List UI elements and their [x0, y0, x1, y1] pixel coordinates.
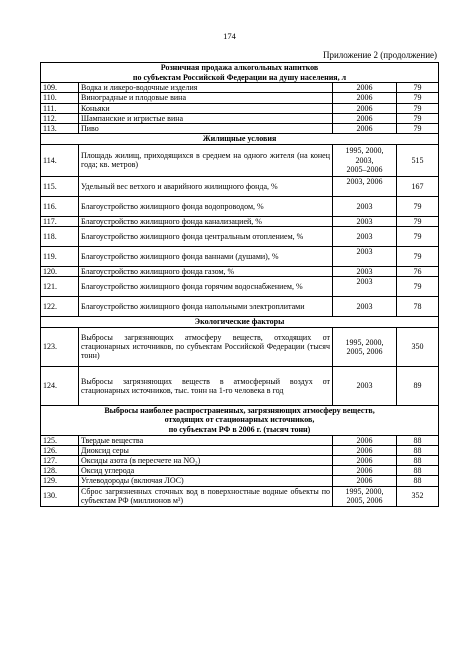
indicator-value: 79	[397, 247, 439, 267]
section-title-line: отходящих от стационарных источников,	[164, 415, 315, 425]
indicator-name: Диоксид серы	[79, 445, 333, 455]
indicator-value: 350	[397, 327, 439, 366]
section-title-line: Розничная продажа алкогольных напитков	[160, 63, 319, 72]
indicator-years: 2003	[333, 196, 397, 216]
section-header-emissions	[41, 405, 439, 435]
indicator-value: 167	[397, 176, 439, 196]
indicator-value: 79	[397, 93, 439, 103]
table-row	[41, 455, 439, 465]
indicator-years: 2006	[333, 113, 397, 123]
indicator-name: Оксиды азота (в пересчете на NO₂)	[79, 455, 333, 465]
indicator-name: Водка и ликеро-водочные изделия	[79, 83, 333, 93]
indicator-years: 2003	[333, 297, 397, 317]
row-number: 129.	[41, 476, 79, 486]
indicator-value: 79	[397, 103, 439, 113]
row-number: 118.	[41, 227, 79, 247]
table-row	[41, 267, 439, 277]
indicator-value: 515	[397, 144, 439, 176]
indicator-name: Благоустройство жилищного фонда горячим водоснабжением, %	[79, 277, 333, 297]
table-row	[41, 124, 439, 134]
indicator-years	[333, 486, 397, 506]
row-number: 117.	[41, 216, 79, 226]
row-number: 110.	[41, 93, 79, 103]
year-line: 1995, 2000,	[345, 146, 384, 156]
indicator-name: Сброс загрязненных сточных вод в поверхностные водные объекты по субъектам РФ (миллионов м³)	[79, 486, 333, 506]
table-row	[41, 216, 439, 226]
indicator-years: 2006	[333, 103, 397, 113]
indicator-years: 2003	[333, 366, 397, 405]
indicator-value: 88	[397, 445, 439, 455]
section-title	[41, 405, 439, 435]
row-number: 122.	[41, 297, 79, 317]
indicator-years	[333, 144, 397, 176]
indicator-years: 2003	[333, 267, 397, 277]
indicator-years: 2006	[333, 445, 397, 455]
section-header-ecology	[41, 317, 439, 328]
table-row	[41, 103, 439, 113]
table-row	[41, 196, 439, 216]
row-number: 123.	[41, 327, 79, 366]
table-row	[41, 227, 439, 247]
year-line: 1995, 2000,	[345, 486, 384, 496]
section-title-line: по субъектам Российской Федерации на душу населения, л	[132, 72, 347, 82]
section-title-line: Выбросы наиболее распространенных, загрязняющих атмосферу веществ,	[104, 405, 375, 415]
row-number: 111.	[41, 103, 79, 113]
indicator-value: 79	[397, 227, 439, 247]
indicator-years: 2003	[333, 277, 397, 297]
page-number: 174	[223, 31, 236, 41]
indicator-name: Пиво	[79, 124, 333, 134]
table-row	[41, 466, 439, 476]
indicator-value: 89	[397, 366, 439, 405]
indicator-name: Благоустройство жилищного фонда газом, %	[79, 267, 333, 277]
table-row	[41, 476, 439, 486]
indicator-value: 79	[397, 113, 439, 123]
indicator-value: 79	[397, 277, 439, 297]
indicator-value: 88	[397, 466, 439, 476]
table-row	[41, 445, 439, 455]
table-row	[41, 176, 439, 196]
indicator-value: 78	[397, 297, 439, 317]
indicator-years: 2006	[333, 455, 397, 465]
table-row	[41, 113, 439, 123]
row-number: 112.	[41, 113, 79, 123]
indicator-years: 2003, 2006	[333, 176, 397, 196]
indicator-value: 88	[397, 435, 439, 445]
indicator-years: 2006	[333, 93, 397, 103]
row-number: 116.	[41, 196, 79, 216]
indicator-years: 2006	[333, 435, 397, 445]
row-number: 115.	[41, 176, 79, 196]
indicator-name: Благоустройство жилищного фонда канализацией, %	[79, 216, 333, 226]
row-number: 126.	[41, 445, 79, 455]
year-line: 2005, 2006	[346, 496, 383, 506]
row-number: 127.	[41, 455, 79, 465]
indicator-years: 2006	[333, 466, 397, 476]
section-title	[41, 63, 439, 83]
table-row	[41, 277, 439, 297]
row-number: 125.	[41, 435, 79, 445]
table-row	[41, 435, 439, 445]
row-number: 124.	[41, 366, 79, 405]
indicator-years: 2006	[333, 83, 397, 93]
indicator-name: Удельный вес ветхого и аварийного жилищного фонда, %	[79, 176, 333, 196]
indicator-name: Выбросы загрязняющих атмосферу веществ, отходящих от стационарных источников, по субъектам Российской Федерации (тысяч тонн)	[79, 327, 333, 366]
indicator-value: 79	[397, 83, 439, 93]
row-number: 121.	[41, 277, 79, 297]
indicator-years	[333, 327, 397, 366]
indicator-years: 2003	[333, 247, 397, 267]
indicator-value: 88	[397, 455, 439, 465]
indicator-name: Площадь жилищ, приходящихся в среднем на одного жителя (на конец года; кв. метров)	[79, 144, 333, 176]
indicator-value: 79	[397, 196, 439, 216]
indicator-value: 88	[397, 476, 439, 486]
table-row	[41, 486, 439, 506]
indicator-name: Шампанские и игристые вина	[79, 113, 333, 123]
indicator-name: Оксид углерода	[79, 466, 333, 476]
indicator-years: 2006	[333, 476, 397, 486]
table-row	[41, 93, 439, 103]
row-number: 119.	[41, 247, 79, 267]
indicator-name: Благоустройство жилищного фонда ваннами (душами), %	[79, 247, 333, 267]
table-row	[41, 83, 439, 93]
section-header-housing	[41, 134, 439, 145]
row-number: 128.	[41, 466, 79, 476]
year-line: 2005–2006	[346, 164, 383, 174]
indicator-name: Выбросы загрязняющих веществ в атмосферный воздух от стационарных источников, тыс. тонн на 1-го человека в год	[79, 366, 333, 405]
section-title: Экологические факторы	[41, 317, 439, 328]
table-row	[41, 366, 439, 405]
indicators-table	[40, 62, 439, 507]
indicator-value: 79	[397, 216, 439, 226]
section-header-alcohol	[41, 63, 439, 83]
indicator-value: 79	[397, 124, 439, 134]
indicator-name: Углеводороды (включая ЛОС)	[79, 476, 333, 486]
row-number: 120.	[41, 267, 79, 277]
table-row	[41, 297, 439, 317]
year-line: 2005, 2006	[346, 346, 383, 356]
section-title-line: по субъектам РФ в 2006 г. (тысяч тонн)	[168, 424, 311, 434]
table-row	[41, 144, 439, 176]
indicator-name: Виноградные и плодовые вина	[79, 93, 333, 103]
indicator-years: 2003	[333, 216, 397, 226]
year-line: 1995, 2000,	[345, 337, 384, 347]
year-line: 2003,	[355, 155, 374, 165]
row-number: 113.	[41, 124, 79, 134]
indicator-name: Благоустройство жилищного фонда напольными электроплитами	[79, 297, 333, 317]
indicator-name: Коньяки	[79, 103, 333, 113]
indicator-name: Твердые вещества	[79, 435, 333, 445]
indicator-value: 352	[397, 486, 439, 506]
table-row	[41, 327, 439, 366]
indicator-name: Благоустройство жилищного фонда центральным отоплением, %	[79, 227, 333, 247]
row-number: 114.	[41, 144, 79, 176]
section-title: Жилищные условия	[41, 134, 439, 145]
row-number: 130.	[41, 486, 79, 506]
table-row	[41, 247, 439, 267]
row-number: 109.	[41, 83, 79, 93]
indicator-value: 76	[397, 267, 439, 277]
appendix-label: Приложение 2 (продолжение)	[322, 50, 437, 60]
indicator-name: Благоустройство жилищного фонда водопроводом, %	[79, 196, 333, 216]
indicator-years: 2006	[333, 124, 397, 134]
indicator-years: 2003	[333, 227, 397, 247]
